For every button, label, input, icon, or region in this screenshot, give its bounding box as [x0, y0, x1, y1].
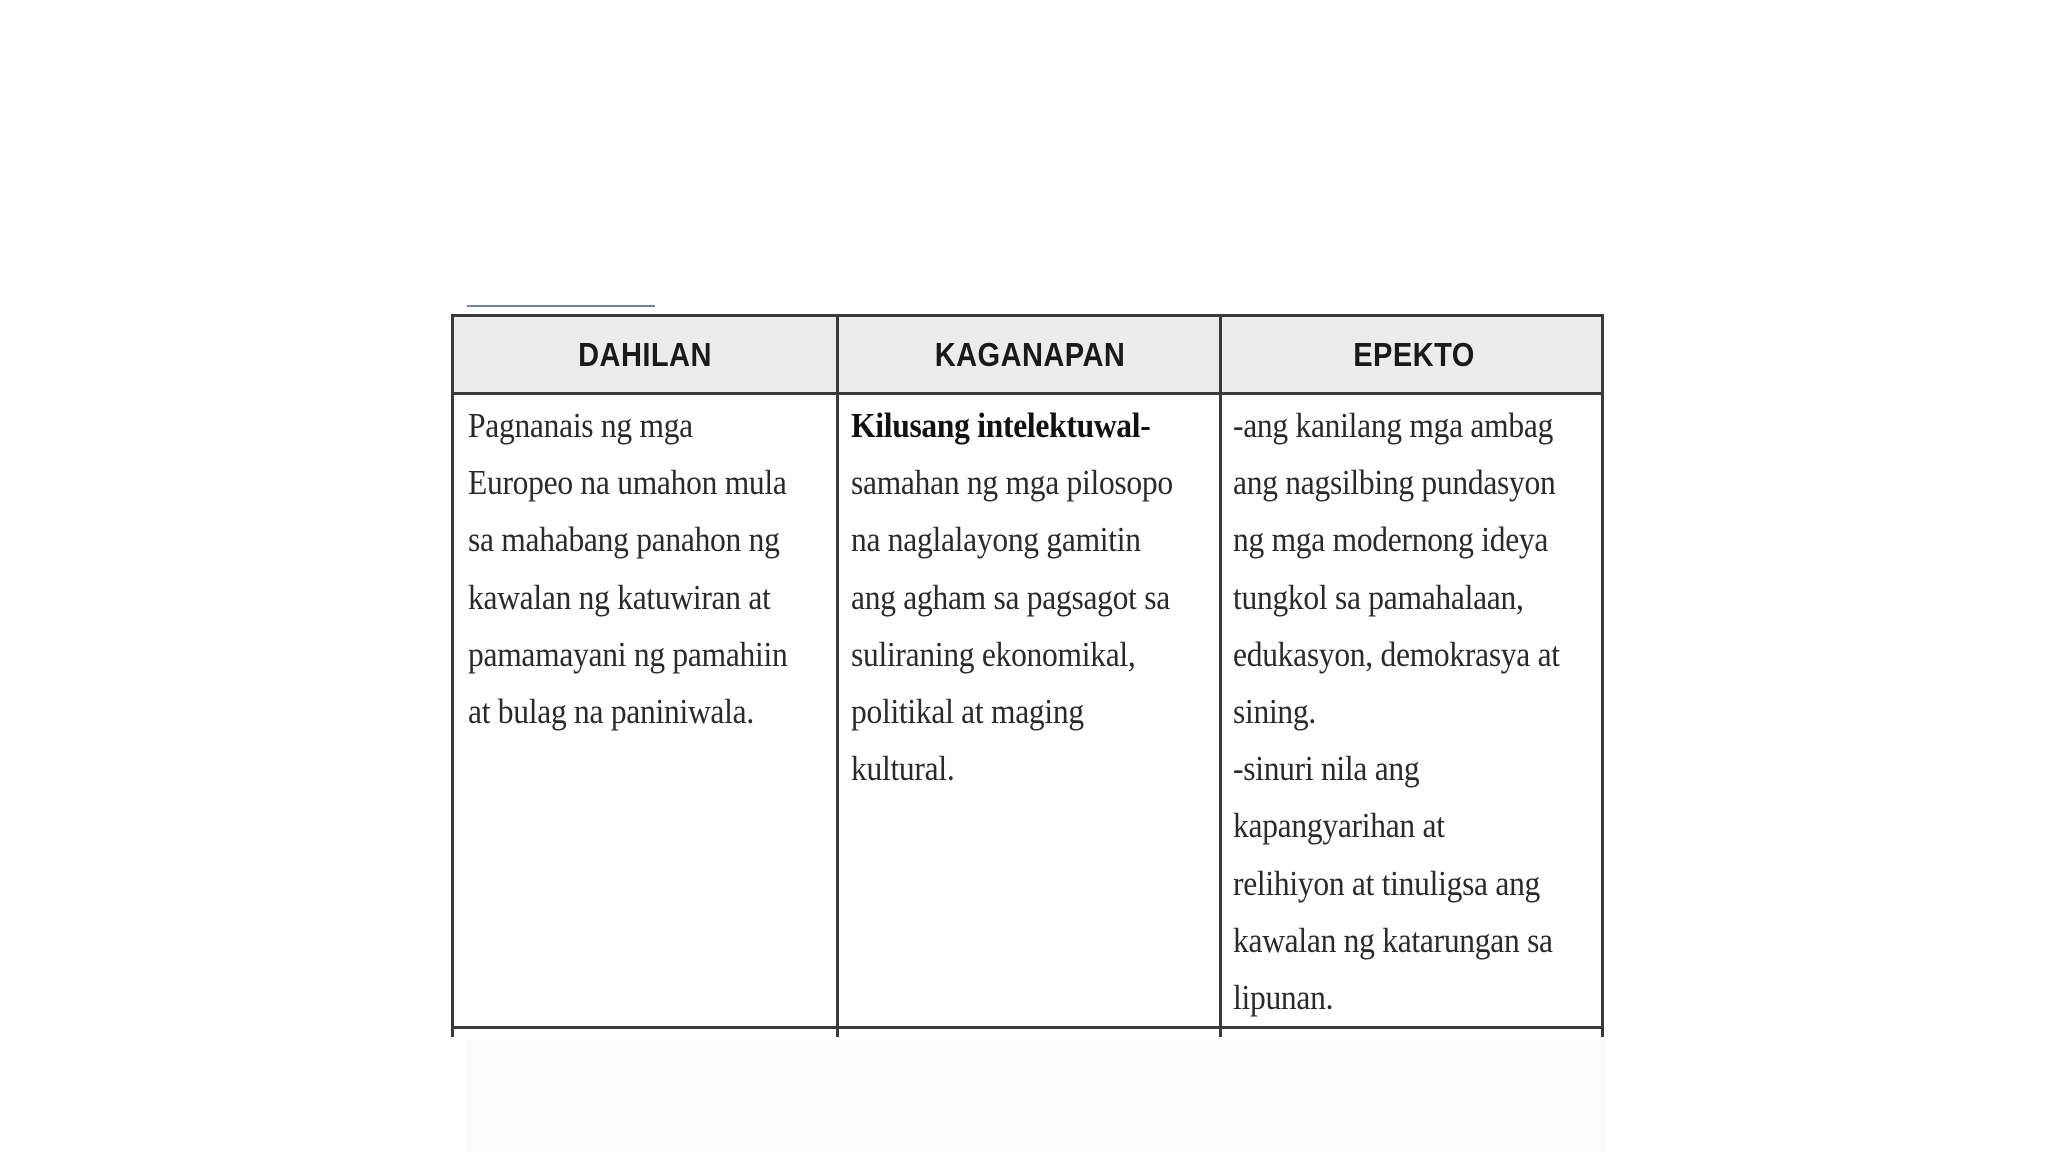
dahilan-line: Pagnanais ng mga: [468, 406, 693, 445]
top-rule-line: [467, 305, 655, 307]
dahilan-line: kawalan ng katuwiran at: [468, 577, 771, 617]
cell-dahilan: [468, 395, 787, 740]
epekto-line: kawalan ng katarungan sa: [1233, 920, 1553, 960]
cell-kaganapan: [851, 395, 1173, 797]
column-divider-2: [1219, 317, 1222, 1037]
epekto-line: -sinuri nila ang: [1233, 749, 1420, 789]
epekto-line: -ang kanilang mga ambag: [1233, 406, 1554, 445]
epekto-line: edukasyon, demokrasya at: [1233, 634, 1560, 674]
table-image-crop: [451, 314, 1604, 1037]
kaganapan-line: kultural.: [851, 749, 955, 789]
dahilan-line: sa mahabang panahon ng: [468, 520, 780, 560]
lower-background-band: [466, 1040, 1606, 1152]
epekto-line: kapangyarihan at: [1233, 806, 1445, 846]
kaganapan-line: ang agham sa pagsagot sa: [851, 577, 1170, 617]
dahilan-line: at bulag na paniniwala.: [468, 692, 754, 732]
epekto-line: relihiyon at tinuligsa ang: [1233, 863, 1541, 903]
cell-epekto: [1233, 395, 1560, 1026]
kaganapan-line: samahan ng mga pilosopo: [851, 463, 1173, 503]
cause-event-effect-table: [451, 314, 1604, 1037]
kaganapan-line: na naglalayong gamitin: [851, 520, 1141, 560]
epekto-line: lipunan.: [1233, 978, 1334, 1018]
header-dahilan: DAHILAN: [578, 335, 712, 373]
header-kaganapan: KAGANAPAN: [934, 335, 1126, 373]
epekto-line: ang nagsilbing pundasyon: [1233, 463, 1556, 503]
kaganapan-title: Kilusang intelektuwal-: [851, 406, 1151, 445]
kaganapan-line: politikal at maging: [851, 692, 1084, 732]
epekto-line: tungkol sa pamahalaan,: [1233, 577, 1524, 617]
table-header-row: [454, 317, 1601, 395]
epekto-line: sining.: [1233, 692, 1317, 732]
header-epekto: EPEKTO: [1353, 335, 1475, 373]
row-divider: [454, 1026, 1601, 1029]
kaganapan-line: suliraning ekonomikal,: [851, 634, 1136, 674]
epekto-line: ng mga modernong ideya: [1233, 520, 1549, 560]
column-divider-1: [836, 317, 839, 1037]
dahilan-line: pamamayani ng pamahiin: [468, 634, 788, 674]
dahilan-line: Europeo na umahon mula: [468, 463, 787, 503]
